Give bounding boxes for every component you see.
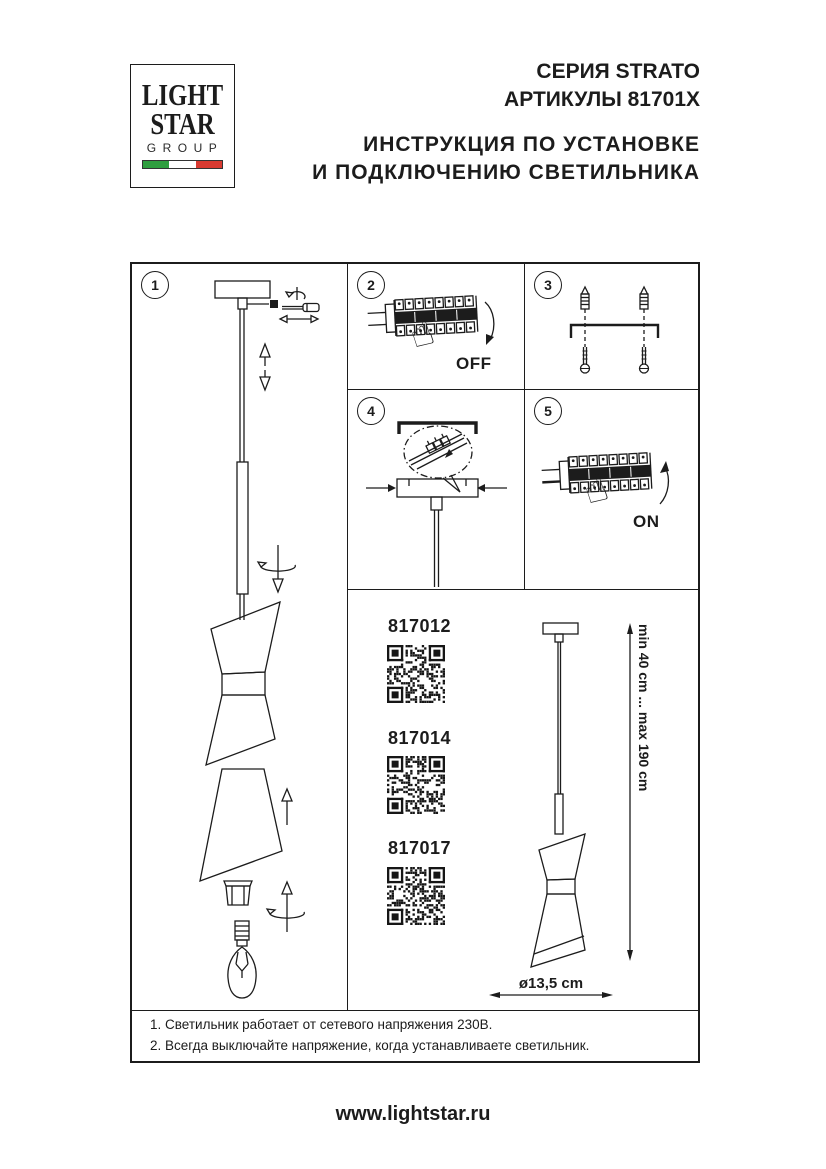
articles-title: АРТИКУЛЫ 81701X xyxy=(504,88,700,111)
height-range-label: min 40 cm ... max 190 cm xyxy=(636,624,652,792)
step-4-panel xyxy=(348,390,525,590)
instruction-diagram-frame xyxy=(130,262,700,1063)
step-4-badge: 4 xyxy=(357,397,385,425)
step-5-badge: 5 xyxy=(534,397,562,425)
logo-line-light: LIGHT xyxy=(141,77,224,112)
flag-white xyxy=(169,161,195,168)
article-code: 817014 xyxy=(388,728,452,748)
instruction-title-line2: И ПОДКЛЮЧЕНИЮ СВЕТИЛЬНИКА xyxy=(312,161,700,184)
series-title: СЕРИЯ STRATO xyxy=(536,60,700,83)
pointing-hand-icon: ☝ xyxy=(577,464,614,514)
step-3-panel xyxy=(525,264,698,390)
instruction-title-line1: ИНСТРУКЦИЯ ПО УСТАНОВКЕ xyxy=(363,133,700,156)
article-code: 817012 xyxy=(388,616,452,636)
logo-line-group: GROUP xyxy=(146,141,224,156)
note-power: 1. Светильник работает от сетевого напряжения 230В. xyxy=(150,1017,493,1032)
logo-wordmark xyxy=(141,77,224,141)
flag-green xyxy=(143,161,169,168)
header xyxy=(300,58,700,187)
logo-line-star: STAR xyxy=(150,105,215,141)
website-url: www.lightstar.ru xyxy=(335,1103,491,1125)
notes-panel xyxy=(132,1010,698,1061)
step-2-badge: 2 xyxy=(357,271,385,299)
step-3-badge: 3 xyxy=(534,271,562,299)
step-1-panel xyxy=(132,264,348,1010)
off-label: OFF xyxy=(456,354,492,373)
note-safety: 2. Всегда выключайте напряжение, когда устанавливаете светильник. xyxy=(150,1038,590,1053)
on-label: ON xyxy=(633,512,660,531)
step-5-panel xyxy=(525,390,698,590)
italian-flag-stripe xyxy=(142,160,223,169)
flag-red xyxy=(196,161,222,168)
diameter-label: ø13,5 cm xyxy=(518,975,584,992)
pendant-assembly-drawing xyxy=(132,264,348,1010)
step-1-badge: 1 xyxy=(141,271,169,299)
article-code: 817017 xyxy=(388,838,452,858)
step-2-panel xyxy=(348,264,525,390)
lightstar-logo xyxy=(130,64,235,188)
articles-dimensions-panel xyxy=(348,590,698,1010)
pointing-hand-icon: ☝ xyxy=(403,308,440,358)
